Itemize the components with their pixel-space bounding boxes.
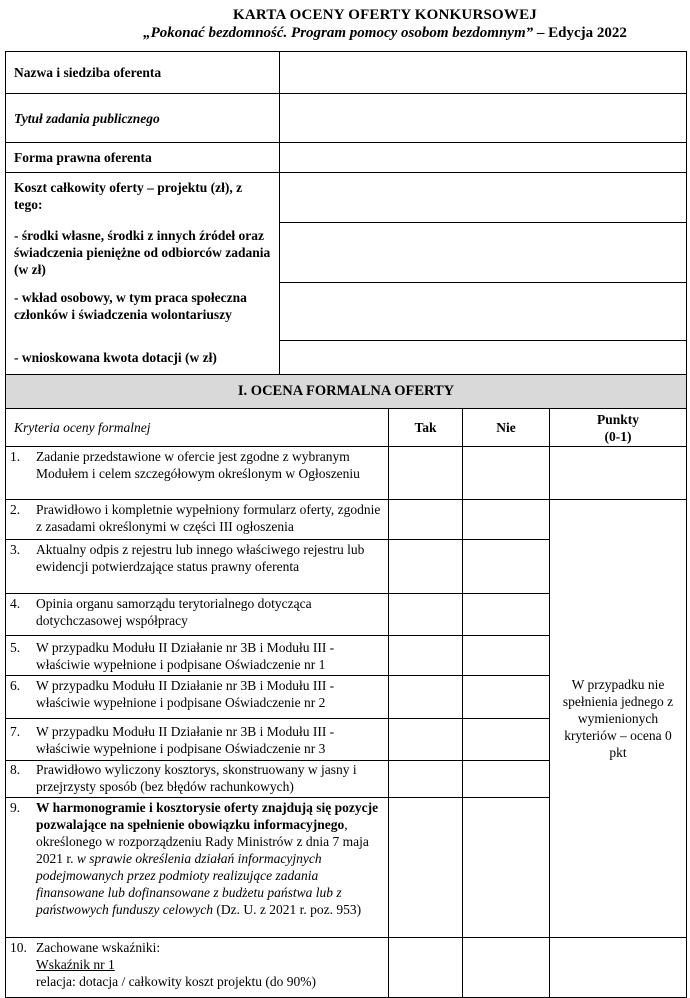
criterion-text: W przypadku Modułu II Działanie nr 3B i Modułu III - właściwie wypełnione i podpisane Oświadczenie nr 3: [36, 724, 335, 756]
criterion-text: Prawidłowo wyliczony kosztorys, skonstruowany w jasny i przejrzysty sposób (bez błędów rachunkowych): [36, 762, 357, 794]
no-cell[interactable]: [463, 594, 550, 636]
criteria-header: Kryteria oceny formalnej: [6, 409, 389, 447]
legal-form-label: Forma prawna oferenta: [6, 143, 280, 173]
document-title: KARTA OCENY OFERTY KONKURSOWEJ: [232, 7, 537, 23]
yes-header: Tak: [389, 409, 463, 447]
yes-cell[interactable]: [389, 500, 463, 540]
section-title: I. OCENA FORMALNA OFERTY: [6, 375, 687, 409]
no-cell[interactable]: [463, 719, 550, 761]
program-name: „Pokonać bezdomność. Program pomocy osobom bezdomnym”: [143, 25, 534, 41]
yes-cell[interactable]: [389, 719, 463, 761]
indicator-name: Wskaźnik nr 1: [36, 957, 115, 972]
criterion-row: [6, 938, 389, 998]
own-funds-label: - środki własne, środki z innych źródeł oraz świadczenia pieniężne od odbiorców zadania (w zł): [6, 223, 280, 283]
yes-cell[interactable]: [389, 540, 463, 594]
criterion-text: [36, 939, 388, 990]
criterion-text: W przypadku Modułu II Działanie nr 3B i Modułu III - właściwie wypełnione i podpisane Oświadczenie nr 1: [36, 640, 335, 672]
points-header-label: Punkty: [596, 411, 640, 427]
own-funds-value[interactable]: [280, 223, 687, 283]
no-cell[interactable]: [463, 761, 550, 798]
legal-form-value[interactable]: [280, 143, 687, 173]
criterion-text-italic: w sprawie określenia działań informacyjnych podejmowanych przez podmioty realizujące zadania finansowane lub dofinansowane z budżetu państwa lub z państwowych funduszy celowych: [36, 851, 342, 917]
no-cell[interactable]: [463, 636, 550, 676]
criterion-row: [6, 719, 389, 761]
task-title-value[interactable]: [280, 94, 687, 143]
no-cell[interactable]: [463, 500, 550, 540]
points-header-range: (0-1): [604, 428, 632, 444]
criterion-text: Zadanie przedstawione w ofercie jest zgodne z wybranym Modułem i celem szczegółowym określonym w Ogłoszeniu: [36, 449, 360, 481]
criterion-row: [6, 540, 389, 594]
criterion-text-tail: (Dz. U. z 2021 r. poz. 953): [212, 902, 362, 917]
points-header: [550, 409, 687, 447]
criterion-number: 2.: [10, 502, 21, 517]
criterion-number: 10.: [10, 940, 27, 955]
document-subtitle: [40, 25, 690, 42]
no-header: Nie: [463, 409, 550, 447]
indicator-ratio: relacja: dotacja / całkowity koszt projektu (do 90%): [36, 974, 317, 989]
no-cell[interactable]: [463, 676, 550, 719]
criterion-row: [6, 500, 389, 540]
points-cell[interactable]: [550, 447, 687, 500]
no-cell[interactable]: [463, 447, 550, 500]
criterion-number: 5.: [10, 640, 21, 655]
total-cost-label: Koszt całkowity oferty – projektu (zł), z tego:: [6, 173, 280, 223]
yes-cell[interactable]: [389, 594, 463, 636]
criterion-row: [6, 761, 389, 798]
criterion-number: 7.: [10, 724, 21, 739]
yes-cell[interactable]: [389, 676, 463, 719]
criterion-row: [6, 594, 389, 636]
criterion-row: [6, 676, 389, 719]
total-cost-value[interactable]: [280, 173, 687, 223]
points-note: W przypadku nie spełnienia jednego z wymienionych kryteriów – ocena 0 pkt: [550, 500, 687, 938]
criterion-text-normal: , określonego w rozporządzeniu Rady Ministrów z dnia 7 maja 2021 r.: [36, 817, 369, 866]
grant-amount-value[interactable]: [280, 341, 687, 376]
offer-info-table: [5, 51, 687, 376]
yes-cell[interactable]: [389, 761, 463, 798]
formal-assessment-table: [5, 374, 687, 998]
edition-label: – Edycja 2022: [533, 25, 627, 41]
criterion-text: Opinia organu samorządu terytorialnego dotycząca dotychczasowej współpracy: [36, 596, 312, 628]
criterion-row: [6, 798, 389, 938]
criterion-number: 3.: [10, 542, 21, 557]
criterion-number: 8.: [10, 762, 21, 777]
no-cell[interactable]: [463, 938, 550, 998]
criterion-number: 4.: [10, 596, 21, 611]
criterion-text: Prawidłowo i kompletnie wypełniony formularz oferty, zgodnie z zasadami określonymi w części III ogłoszenia: [36, 502, 381, 534]
criterion-number: 9.: [10, 800, 21, 815]
no-cell[interactable]: [463, 540, 550, 594]
indicators-heading: Zachowane wskaźniki:: [36, 940, 161, 955]
criterion-text-bold: W harmonogramie i kosztorysie oferty znajdują się pozycje pozwalające na spełnienie obowiązku informacyjnego: [36, 800, 379, 832]
yes-cell[interactable]: [389, 636, 463, 676]
criterion-text: Aktualny odpis z rejestru lub innego właściwego rejestru lub ewidencji potwierdzające status prawny oferenta: [36, 542, 365, 574]
personal-contribution-value[interactable]: [280, 283, 687, 341]
yes-cell[interactable]: [389, 938, 463, 998]
criterion-number: 6.: [10, 678, 21, 693]
personal-contribution-label: - wkład osobowy, w tym praca społeczna członków i świadczenia wolontariuszy: [6, 283, 280, 341]
grant-amount-label: - wnioskowana kwota dotacji (w zł): [6, 341, 280, 376]
yes-cell[interactable]: [389, 798, 463, 938]
task-title-label: Tytuł zadania publicznego: [6, 94, 280, 143]
no-cell[interactable]: [463, 798, 550, 938]
criterion-text: [36, 799, 388, 918]
criterion-text: W przypadku Modułu II Działanie nr 3B i Modułu III - właściwie wypełnione i podpisane Oświadczenie nr 2: [36, 678, 335, 710]
offer-name-value[interactable]: [280, 52, 687, 94]
offer-name-label: Nazwa i siedziba oferenta: [6, 52, 280, 94]
points-cell[interactable]: [550, 938, 687, 998]
criterion-row: [6, 447, 389, 500]
criterion-row: [6, 636, 389, 676]
criterion-number: 1.: [10, 449, 21, 464]
yes-cell[interactable]: [389, 447, 463, 500]
